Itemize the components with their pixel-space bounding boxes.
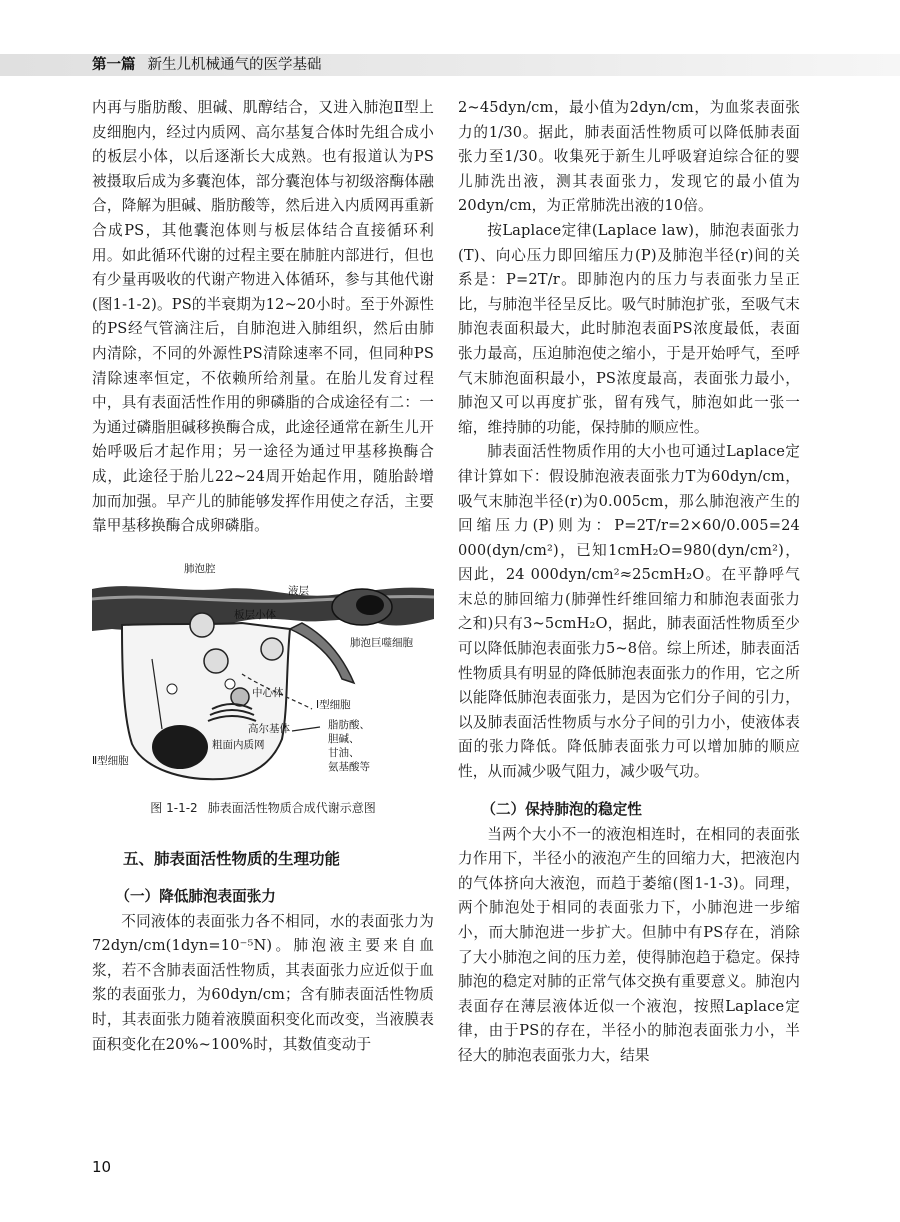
label-macrophage: 肺泡巨噬细胞 <box>350 636 413 649</box>
figure-1-1-2 <box>92 559 434 793</box>
leader-line <box>292 727 320 731</box>
lamellar-body-2 <box>204 649 228 673</box>
lamellar-body-1 <box>190 613 214 637</box>
left-paragraph-2: 不同液体的表面张力各不相同，水的表面张力为72dyn/cm(1dyn=10⁻⁵N)。肺泡液主要来自血浆，若不含肺表面活性物质，其表面张力应近似于血浆的表面张力，为60dyn/cm；含有肺表面活性物质时，其表面张力随着液膜面积变化而改变，当液膜表面积变化在20%~100%时，其数值变动于 <box>92 912 434 1053</box>
label-golgi: 高尔基体 <box>248 722 290 735</box>
label-glycerol: 甘油、 <box>328 746 360 759</box>
lamellar-body-3 <box>261 638 283 660</box>
right-paragraph-1: 2~45dyn/cm，最小值为2dyn/cm，为血浆表面张力的1/30。据此，肺表面活性物质可以降低肺表面张力至1/30。收集死于新生儿呼吸窘迫综合征的婴儿肺洗出液，测其表面张力，发现它的最小值为20dyn/cm，为正常肺洗出液的10倍。 <box>458 99 800 215</box>
label-fatty-acid: 脂肪酸、 <box>328 718 370 731</box>
subsection-title-2: （二）保持肺泡的稳定性 <box>481 800 642 818</box>
figure-diagram <box>92 559 434 793</box>
nucleus-shape <box>152 725 208 769</box>
figure-caption <box>92 799 434 816</box>
label-alveolar-cavity: 肺泡腔 <box>184 562 216 575</box>
right-column <box>458 96 800 1069</box>
subsection-title-1: （一）降低肺泡表面张力 <box>115 887 276 905</box>
label-lamellar-body: 板层小体 <box>234 608 276 621</box>
label-liquid-layer: 液层 <box>288 584 309 597</box>
left-column <box>92 96 434 1057</box>
macrophage-nucleus <box>356 595 384 615</box>
label-choline: 胆碱、 <box>328 732 360 745</box>
header-part: 第一篇 <box>92 57 136 73</box>
type1-cell-shape <box>290 623 354 683</box>
label-centrosome: 中心体 <box>252 686 284 699</box>
left-paragraph-1: 内再与脂肪酸、胆碱、肌醇结合，又进入肺泡Ⅱ型上皮细胞内，经过内质网、高尔基复合体时先组合成小的板层小体，以后逐渐长大成熟。也有报道认为PS被摄取后成为多囊泡体，部分囊泡体与初级溶酶体融合，降解为胆碱、脂肪酸等，然后进入内质网再重新合成PS，其他囊泡体则与板层体结合直接循环利用。如此循环代谢的过程主要在肺脏内部进行，但也有少量再吸收的代谢产物进入体循环，参与其他代谢(图1-1-2)。PS的半衰期为12~20小时。至于外源性的PS经气管滴注后，自肺泡进入肺组织，然后由肺内清除，不同的外源性PS清除速率不同，但同种PS清除速率恒定，不依赖所给剂量。在胎儿发育过程中，具有表面活性作用的卵磷脂的合成途径有二：一为通过磷脂胆碱移换酶合成，此途径通常在新生儿开始呼吸后才起作用；另一途径为通过甲基移换酶合成，此途径于胎儿22~24周开始起作用，随胎龄增加而加强。早产儿的肺能够发挥作用使之存活，主要靠甲基移换酶合成卵磷脂。 <box>92 99 434 535</box>
label-type1-cell: Ⅰ型细胞 <box>316 698 351 711</box>
figure-caption-text: 肺表面活性物质合成代谢示意图 <box>207 800 376 815</box>
right-paragraph-2: 按Laplace定律(Laplace law)，肺泡表面张力(T)、向心压力即回缩压力(P)及肺泡半径(r)间的关系是：P=2T/r。即肺泡内的压力与表面张力呈正比，与肺泡半径呈反比。吸气时肺泡扩张，至吸气末肺泡表面积最大，此时肺泡表面PS浓度最低，表面张力最高，压迫肺泡使之缩小，于是开始呼气，至呼气末肺泡面积最小，PS浓度最高，表面张力最小，肺泡又可以再度扩张，留有残气，肺泡如此一张一缩，维持肺的功能，保持肺的顺应性。 <box>458 221 800 436</box>
header-title: 新生儿机械通气的医学基础 <box>147 57 322 73</box>
figure-caption-number: 图 1-1-2 <box>150 800 198 815</box>
right-paragraph-4: 当两个大小不一的液泡相连时，在相同的表面张力作用下，半径小的液泡产生的回缩力大，把液泡内的气体挤向大液泡，而趋于萎缩(图1-1-3)。同理，两个肺泡处于相同的表面张力下，小肺泡进一步缩小，而大肺泡进一步扩大。但肺中有PS存在，消除了大小肺泡之间的压力差，使得肺泡趋于稳定。保持肺泡的稳定对肺的正常气体交换有重要意义。肺泡内表面存在薄层液体近似一个液泡，按照Laplace定律，由于PS的存在，半径小的肺泡表面张力小，半径大的肺泡表面张力大，结果 <box>458 825 800 1064</box>
page-number: 10 <box>92 1158 112 1176</box>
section-title: 五、肺表面活性物质的生理功能 <box>123 849 341 868</box>
vesicle-1 <box>167 684 177 694</box>
label-rough-er: 粗面内质网 <box>212 738 265 751</box>
right-paragraph-3: 肺表面活性物质作用的大小也可通过Laplace定律计算如下：假设肺泡液表面张力T为60dyn/cm，吸气末肺泡半径(r)为0.005cm，那么肺泡液产生的回缩压力(P)则为：P=2T/r=2×60/0.005=24 000(dyn/cm²)，已知1cmH₂O=980(dyn/cm²)，因此，24 000dyn/cm²≈25cmH₂O。在平静呼气末总的肺回缩力(肺弹性纤维回缩力和肺泡表面张力之和)只有3~5cmH₂O，据此，肺表面活性物质至少可以降低肺泡表面张力5~8倍。综上所述，肺表面活性物质具有明显的降低肺泡表面张力的作用，它之所以能降低肺泡表面张力，是因为它们分子间的引力，以及肺表面活性物质与水分子间的引力小，使液体表面的张力降低。降低肺表面张力可以增加肺的顺应性，从而减少吸气阻力，减少吸气功。 <box>458 443 800 781</box>
label-type2-cell: Ⅱ型细胞 <box>92 754 129 767</box>
running-header <box>92 54 322 76</box>
label-amino-acid: 氨基酸等 <box>328 760 370 773</box>
vesicle-2 <box>225 679 235 689</box>
